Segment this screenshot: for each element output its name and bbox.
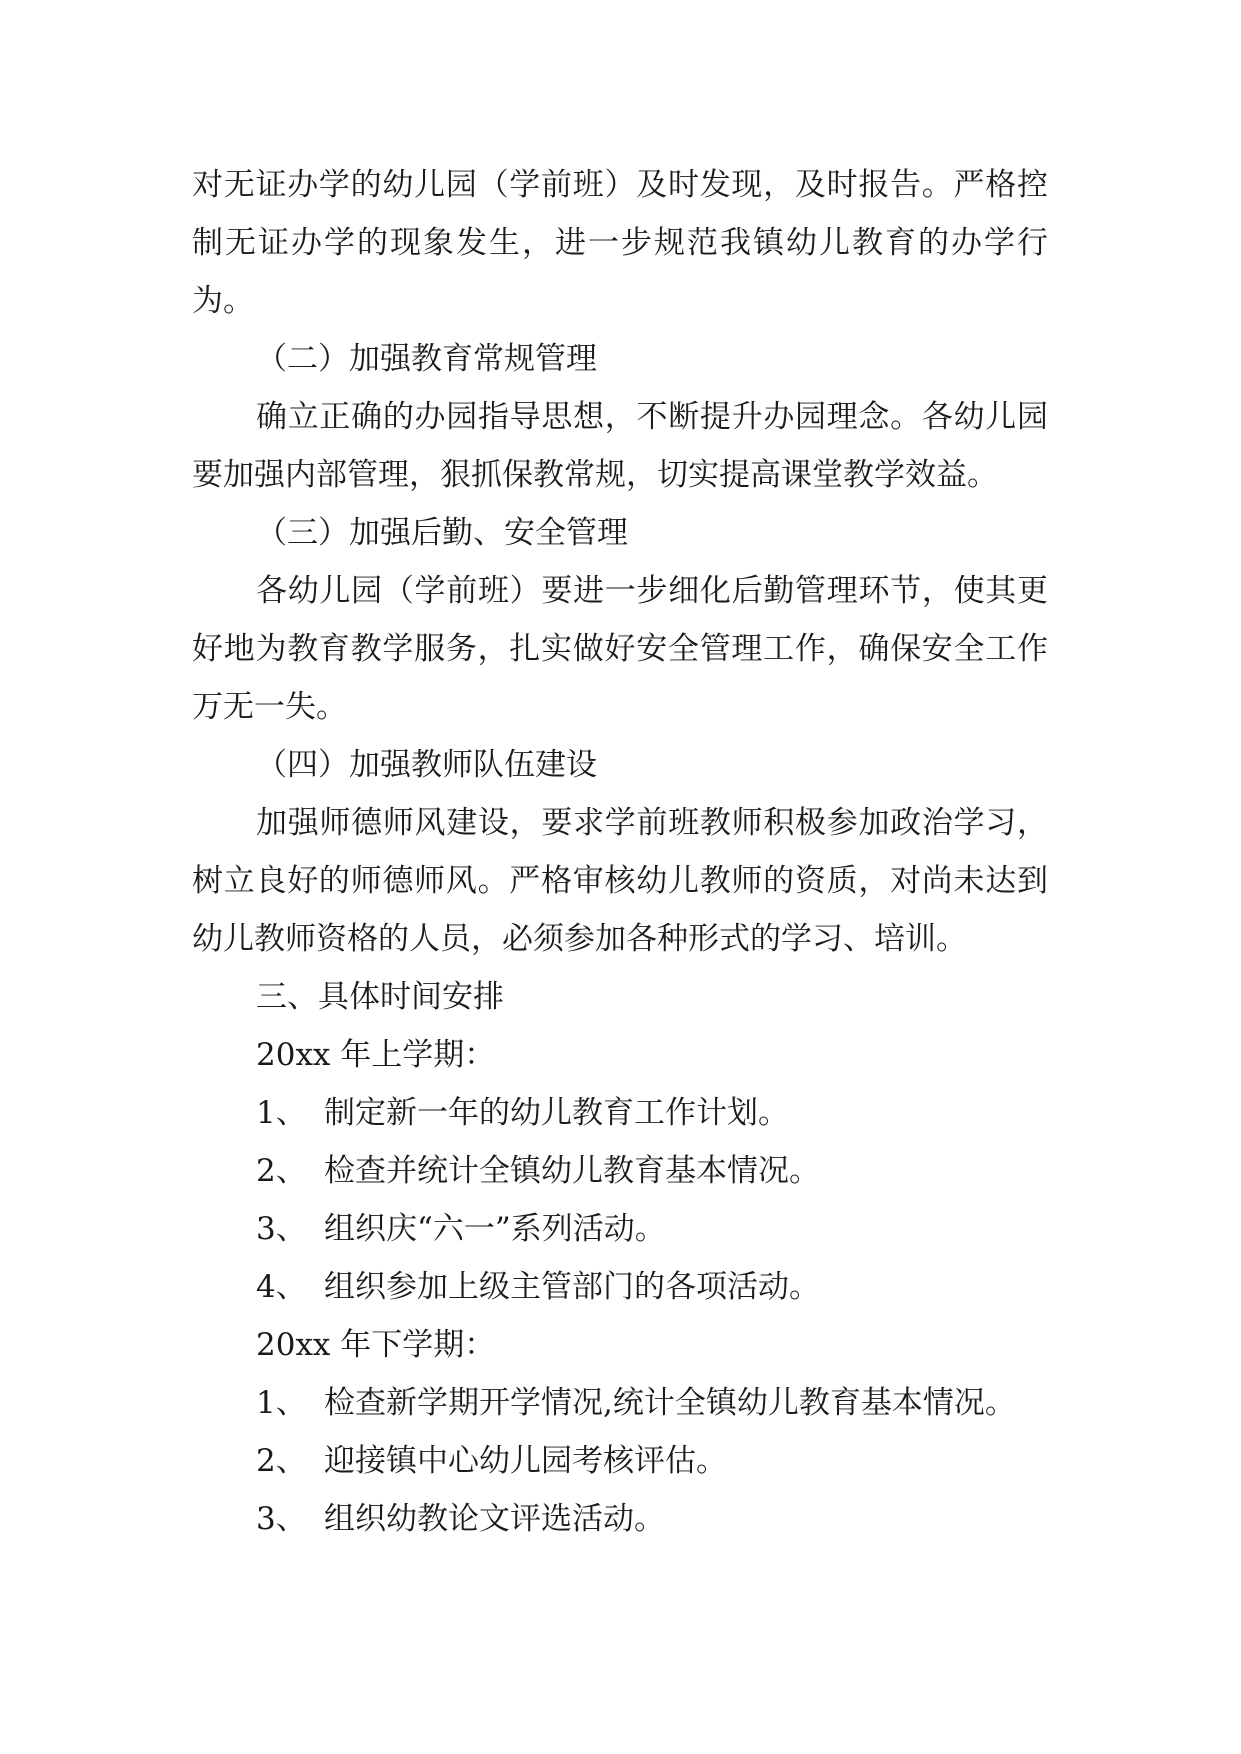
list-item <box>192 1374 1048 1432</box>
second-term-list <box>192 1374 1048 1548</box>
first-term-list <box>192 1084 1048 1316</box>
list-item-text: 组织庆“六一”系列活动。 <box>324 1211 666 1247</box>
list-item <box>192 1084 1048 1142</box>
list-item <box>192 1142 1048 1200</box>
heading-first-term: 20xx 年上学期： <box>256 1037 496 1073</box>
list-item-number: 2、 <box>256 1443 307 1479</box>
paragraph-logistics-safety: 各幼儿园（学前班）要进一步细化后勤管理环节，使其更好地为教育教学服务，扎实做好安全管理工作，确保安全工作万无一失。 <box>192 573 1048 725</box>
list-item-number: 2、 <box>256 1153 307 1189</box>
list-item-text: 组织幼教论文评选活动。 <box>324 1501 665 1537</box>
paragraph-education-routine: 确立正确的办园指导思想，不断提升办园理念。各幼儿园要加强内部管理，狠抓保教常规，切实提高课堂教学效益。 <box>192 399 1048 493</box>
list-item-number: 4、 <box>256 1269 307 1305</box>
list-item <box>192 1490 1048 1548</box>
list-item-text: 检查并统计全镇幼儿教育基本情况。 <box>324 1153 820 1189</box>
paragraph-teacher-team: 加强师德师风建设，要求学前班教师积极参加政治学习，树立良好的师德师风。严格审核幼儿教师的资质，对尚未达到幼儿教师资格的人员，必须参加各种形式的学习、培训。 <box>192 805 1048 957</box>
paragraph-unlicensed-schools: 对无证办学的幼儿园（学前班）及时发现，及时报告。严格控制无证办学的现象发生，进一步规范我镇幼儿教育的办学行为。 <box>192 167 1048 319</box>
heading-teacher-team: （四）加强教师队伍建设 <box>256 747 597 783</box>
list-item-text: 制定新一年的幼儿教育工作计划。 <box>324 1095 789 1131</box>
heading-schedule: 三、具体时间安排 <box>256 979 504 1015</box>
list-item-number: 3、 <box>256 1501 307 1537</box>
list-item <box>192 1200 1048 1258</box>
list-item-text: 检查新学期开学情况,统计全镇幼儿教育基本情况。 <box>324 1385 1016 1421</box>
heading-second-term: 20xx 年下学期： <box>256 1327 496 1363</box>
list-item-number: 1、 <box>256 1095 307 1131</box>
list-item-number: 1、 <box>256 1385 307 1421</box>
list-item-number: 3、 <box>256 1211 307 1247</box>
heading-education-routine: （二）加强教育常规管理 <box>256 341 597 377</box>
list-item <box>192 1258 1048 1316</box>
list-item-text: 迎接镇中心幼儿园考核评估。 <box>324 1443 727 1479</box>
list-item-text: 组织参加上级主管部门的各项活动。 <box>324 1269 820 1305</box>
heading-logistics-safety: （三）加强后勤、安全管理 <box>256 515 628 551</box>
list-item <box>192 1432 1048 1490</box>
document-body <box>192 156 1048 1548</box>
